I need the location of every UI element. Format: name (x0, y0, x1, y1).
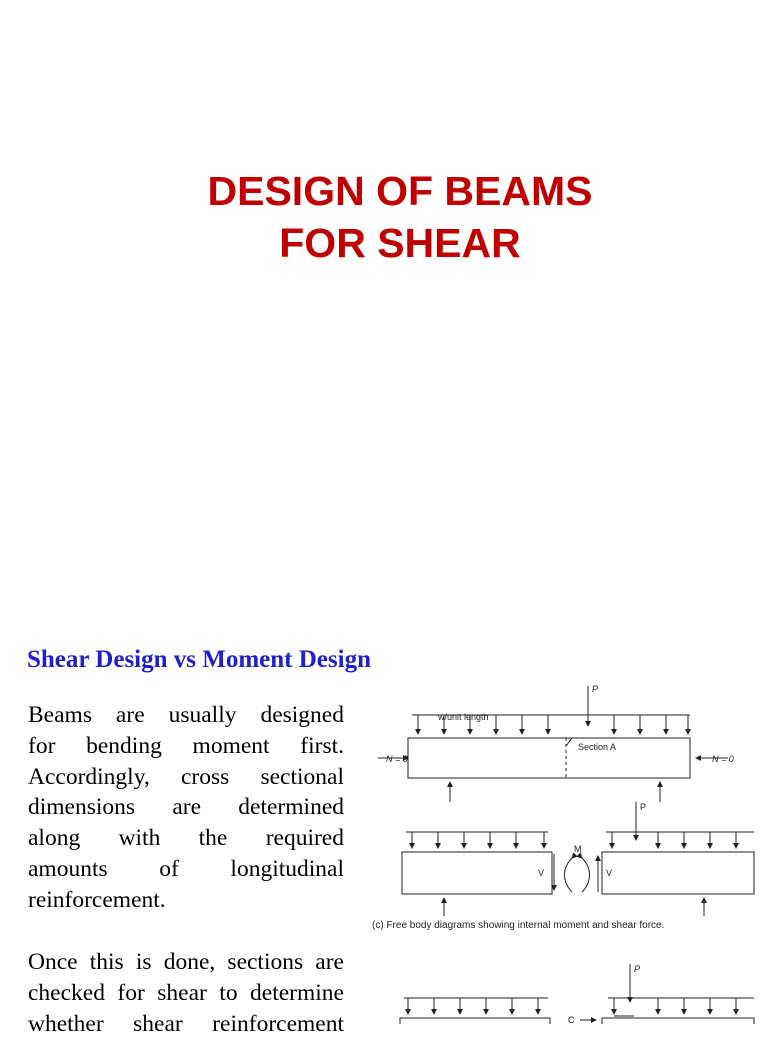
paragraph-line: checked for shear to determine (28, 979, 344, 1006)
left-free-body (402, 852, 552, 894)
right-free-body (602, 852, 754, 894)
paragraph-line: reinforcement. (28, 886, 166, 913)
beam-diagram-svg (368, 680, 768, 1024)
slide-title (0, 165, 768, 269)
beam-rectangle (408, 738, 690, 778)
fbd-point-load-label: P (640, 802, 647, 812)
distributed-load-label: w/unit length (438, 712, 489, 722)
figure-caption-c: (c) Free body diagrams showing internal moment and shear force. (372, 920, 665, 931)
paragraph-line: for bending moment first. (28, 732, 344, 759)
full-beam-diagram (378, 686, 728, 802)
slide-title-line-1: DESIGN OF BEAMS (207, 168, 593, 214)
paragraph-line: amounts of longitudinal (28, 855, 344, 882)
left-axial-label: N = 0 (386, 754, 408, 764)
right-shear-label: V (606, 868, 613, 878)
paragraph-line: along with the required (28, 825, 344, 852)
paragraph-line: Once this is done, sections are (28, 949, 344, 975)
paragraph-line: Beams are usually designed (28, 702, 344, 728)
section-a-label: Section A (578, 742, 617, 752)
slide-title-line-2: FOR SHEAR (279, 220, 521, 266)
bottom-point-load-label: P (634, 964, 641, 974)
point-load-label: P (592, 684, 599, 694)
paragraph-shear-check (28, 947, 344, 1039)
left-moment-arc (565, 858, 573, 892)
section-heading: Shear Design vs Moment Design (27, 646, 371, 673)
free-body-diagrams (402, 802, 754, 916)
moment-label: M (574, 844, 582, 854)
beam-diagram-figure (368, 680, 768, 1024)
right-moment-arc (582, 858, 590, 892)
paragraph-line: whether shear reinforcement (28, 1010, 344, 1037)
left-shear-label: V (538, 868, 545, 878)
paragraph-line: Accordingly, cross sectional (28, 763, 344, 790)
paragraph-moment-first (28, 700, 344, 916)
right-axial-label: N = 0 (712, 754, 734, 764)
internal-forces-diagram (400, 964, 754, 1024)
paragraph-line: dimensions are determined (28, 794, 344, 821)
compression-label: C (568, 1015, 575, 1024)
